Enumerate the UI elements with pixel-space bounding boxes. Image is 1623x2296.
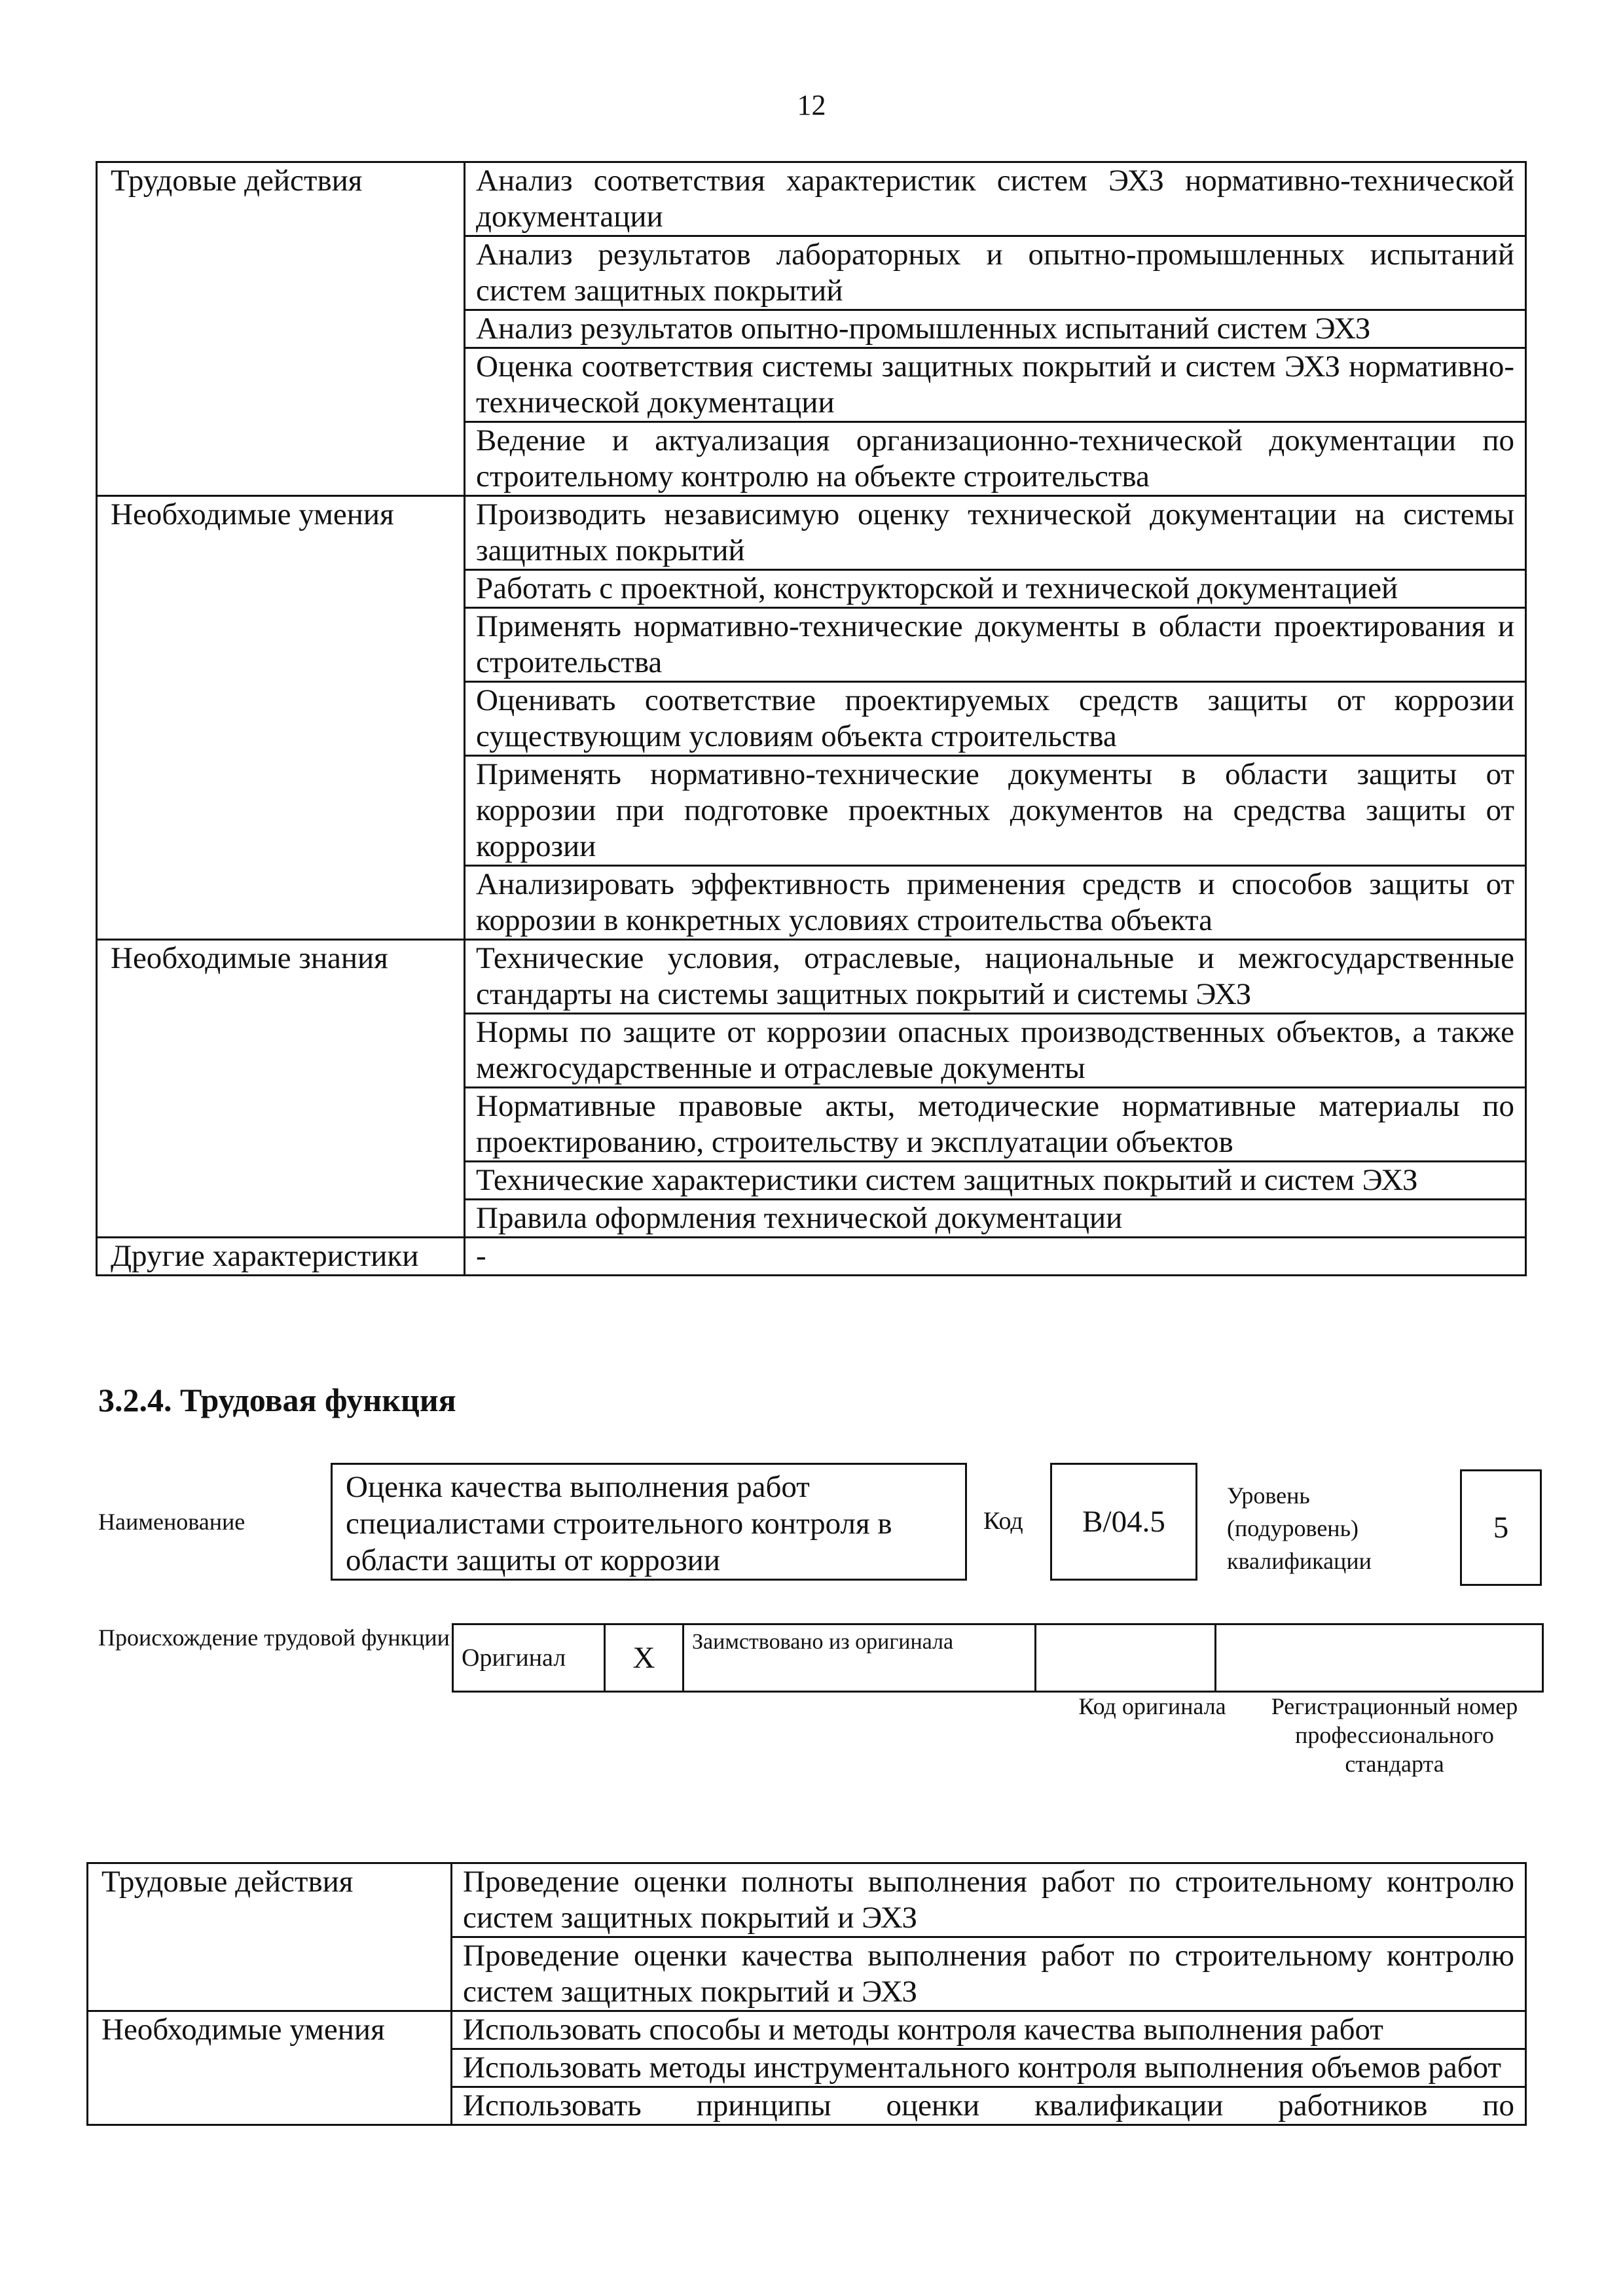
original-label: Оригинал: [453, 1624, 605, 1692]
reg-number-cell: [1216, 1624, 1543, 1692]
table-cell: Применять нормативно-технические документы в области защиты от коррозии при подготовке проектных документов на средства защиты от коррозии: [465, 756, 1526, 866]
reg-number-caption: Регистрационный номер профессионального стандарта: [1271, 1693, 1518, 1777]
origin-table: [452, 1623, 1544, 1693]
borrowed-label: Заимствовано из оригинала: [684, 1624, 1036, 1692]
table-cell: Работать с проектной, конструкторской и технической документацией: [465, 570, 1526, 608]
table-cell: Производить независимую оценку технической документации на системы защитных покрытий: [465, 496, 1526, 570]
table-cell: -: [465, 1238, 1526, 1276]
table-cell: Использовать способы и методы контроля качества выполнения работ: [452, 2011, 1526, 2049]
table-cell: Технические условия, отраслевые, национальные и межгосударственные стандарты на системы защитных покрытий и системы ЭХЗ: [465, 940, 1526, 1014]
table-cell: Анализ результатов опытно-промышленных испытаний систем ЭХЗ: [465, 310, 1526, 348]
section-heading: 3.2.4. Трудовая функция: [98, 1382, 456, 1418]
name-label: Наименование: [98, 1509, 246, 1535]
table-cell: Ведение и актуализация организационно-технической документации по строительному контролю на объекте строительства: [465, 422, 1526, 496]
table-cell: Нормативные правовые акты, методические нормативные материалы по проектированию, строительству и эксплуатации объектов: [465, 1088, 1526, 1162]
table-row: [453, 1624, 1543, 1692]
table-cell: Оценка соответствия системы защитных покрытий и систем ЭХЗ нормативно-технической документации: [465, 348, 1526, 422]
function-name-box: Оценка качества выполнения работ специалистами строительного контроля в области защиты от коррозии: [331, 1463, 967, 1581]
level-label-line: Уровень: [1227, 1482, 1310, 1509]
table-cell: Проведение оценки полноты выполнения работ по строительному контролю систем защитных покрытий и ЭХЗ: [452, 1863, 1526, 1937]
labor-function-table-top: [96, 161, 1527, 1276]
page-number: 12: [797, 89, 826, 121]
labor-function-table-bottom: [86, 1862, 1527, 2126]
table-cell: Технические характеристики систем защитных покрытий и систем ЭХЗ: [465, 1162, 1526, 1200]
category-cell: Необходимые знания: [97, 940, 465, 1238]
table-cell: Применять нормативно-технические документы в области проектирования и строительства: [465, 608, 1526, 682]
qualification-level-box: 5: [1460, 1469, 1542, 1586]
table-cell: Нормы по защите от коррозии опасных производственных объектов, а также межгосударственные и отраслевые документы: [465, 1014, 1526, 1088]
table-row: [97, 1238, 1526, 1276]
table-cell: Использовать принципы оценки квалификации работников по: [452, 2087, 1526, 2125]
category-cell: Трудовые действия: [97, 162, 465, 496]
table-row: [88, 2011, 1526, 2049]
original-code-cell: [1036, 1624, 1216, 1692]
table-cell: Использовать методы инструментального контроля выполнения объемов работ: [452, 2049, 1526, 2087]
qualification-level-label: [1227, 1479, 1372, 1577]
level-label-line: (подуровень): [1227, 1515, 1359, 1541]
table-cell: Правила оформления технической документации: [465, 1200, 1526, 1238]
table-row: [88, 1863, 1526, 1937]
table-cell: Оценивать соответствие проектируемых средств защиты от коррозии существующим условиям объекта строительства: [465, 682, 1526, 756]
code-label: Код: [983, 1507, 1023, 1535]
level-label-line: квалификации: [1227, 1548, 1372, 1574]
table-row: [97, 496, 1526, 570]
table-cell: Анализировать эффективность применения средств и способов защиты от коррозии в конкретных условиях строительства объекта: [465, 866, 1526, 940]
table-row: [97, 940, 1526, 1014]
origin-label: Происхождение трудовой функции: [98, 1624, 450, 1651]
original-mark: X: [605, 1624, 684, 1692]
table-cell: Анализ результатов лабораторных и опытно-промышленных испытаний систем защитных покрытий: [465, 236, 1526, 310]
category-cell: Другие характеристики: [97, 1238, 465, 1276]
table-row: [97, 162, 1526, 236]
category-cell: Необходимые умения: [88, 2011, 452, 2125]
category-cell: Необходимые умения: [97, 496, 465, 940]
code-value-box: B/04.5: [1050, 1463, 1197, 1581]
table-cell: Проведение оценки качества выполнения работ по строительному контролю систем защитных покрытий и ЭХЗ: [452, 1937, 1526, 2011]
table-cell: Анализ соответствия характеристик систем ЭХЗ нормативно-технической документации: [465, 162, 1526, 236]
category-cell: Трудовые действия: [88, 1863, 452, 2011]
original-code-caption: Код оригинала: [1078, 1693, 1226, 1719]
